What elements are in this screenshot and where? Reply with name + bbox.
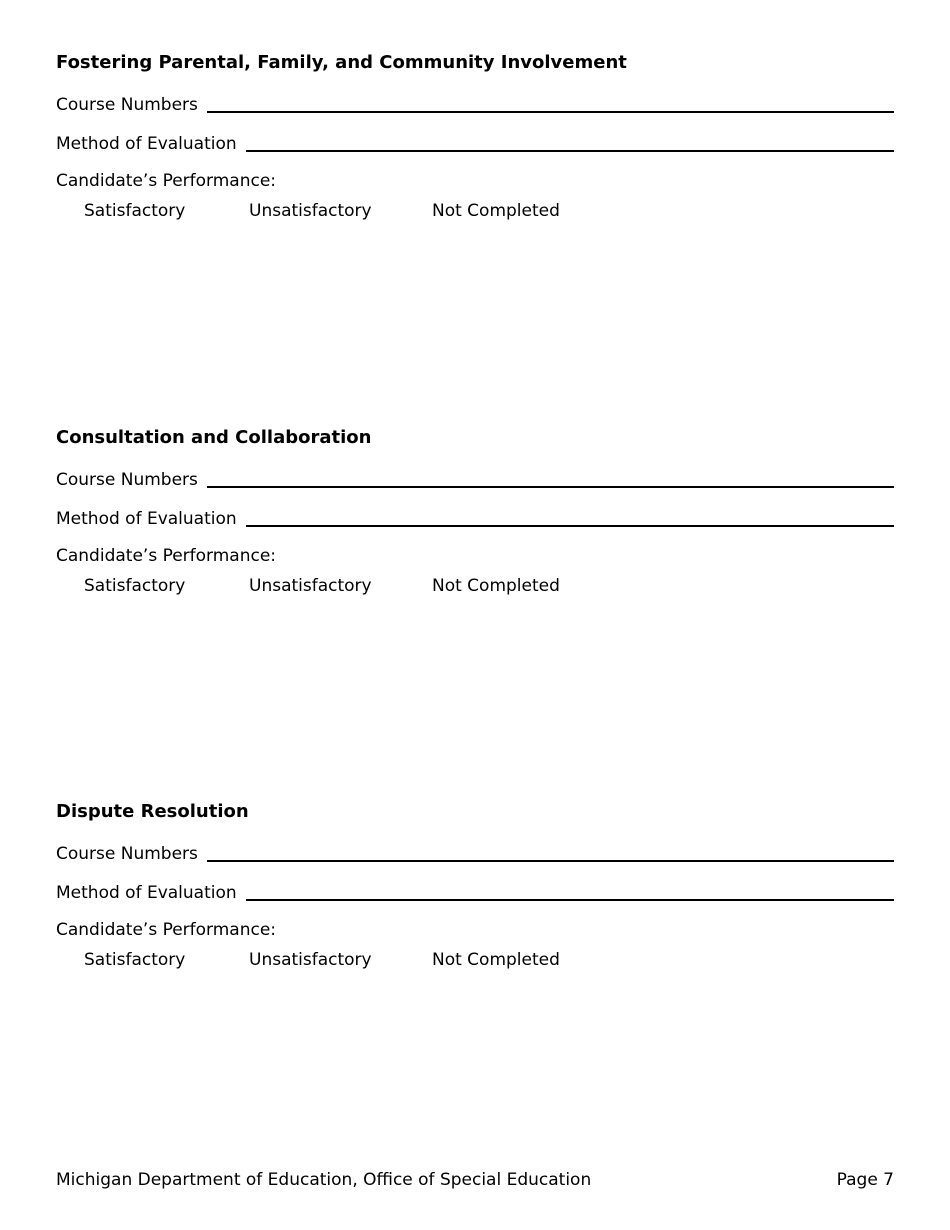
method-of-evaluation-label: Method of Evaluation [56,134,237,154]
section-fostering-involvement [56,52,894,222]
section-title: Consultation and Collaboration [56,427,372,448]
option-not-completed[interactable]: Not Completed [432,576,560,596]
method-of-evaluation-field[interactable] [246,899,894,901]
option-unsatisfactory[interactable]: Unsatisfactory [249,576,372,596]
course-numbers-label: Course Numbers [56,470,198,490]
option-satisfactory[interactable]: Satisfactory [84,950,186,970]
section-dispute-resolution [56,801,894,971]
section-consultation-collaboration [56,427,894,597]
course-numbers-row [56,469,894,491]
course-numbers-field[interactable] [207,486,894,488]
method-of-evaluation-label: Method of Evaluation [56,509,237,529]
course-numbers-label: Course Numbers [56,95,198,115]
candidate-performance-label: Candidate’s Performance: [56,546,277,566]
section-title: Fostering Parental, Family, and Community Involvement [56,52,627,73]
course-numbers-field[interactable] [207,111,894,113]
section-title: Dispute Resolution [56,801,249,822]
course-numbers-row [56,94,894,116]
performance-options [56,200,894,222]
performance-options [56,949,894,971]
method-of-evaluation-field[interactable] [246,150,894,152]
option-unsatisfactory[interactable]: Unsatisfactory [249,950,372,970]
candidate-performance-label: Candidate’s Performance: [56,171,277,191]
option-not-completed[interactable]: Not Completed [432,950,560,970]
footer-organization: Michigan Department of Education, Office of Special Education [56,1170,592,1190]
course-numbers-field[interactable] [207,860,894,862]
course-numbers-label: Course Numbers [56,844,198,864]
course-numbers-row [56,843,894,865]
option-not-completed[interactable]: Not Completed [432,201,560,221]
method-of-evaluation-row [56,133,894,155]
option-unsatisfactory[interactable]: Unsatisfactory [249,201,372,221]
method-of-evaluation-label: Method of Evaluation [56,883,237,903]
method-of-evaluation-row [56,882,894,904]
page-number: Page 7 [836,1170,894,1190]
candidate-performance-label: Candidate’s Performance: [56,920,277,940]
performance-options [56,575,894,597]
option-satisfactory[interactable]: Satisfactory [84,576,186,596]
method-of-evaluation-field[interactable] [246,525,894,527]
method-of-evaluation-row [56,508,894,530]
option-satisfactory[interactable]: Satisfactory [84,201,186,221]
